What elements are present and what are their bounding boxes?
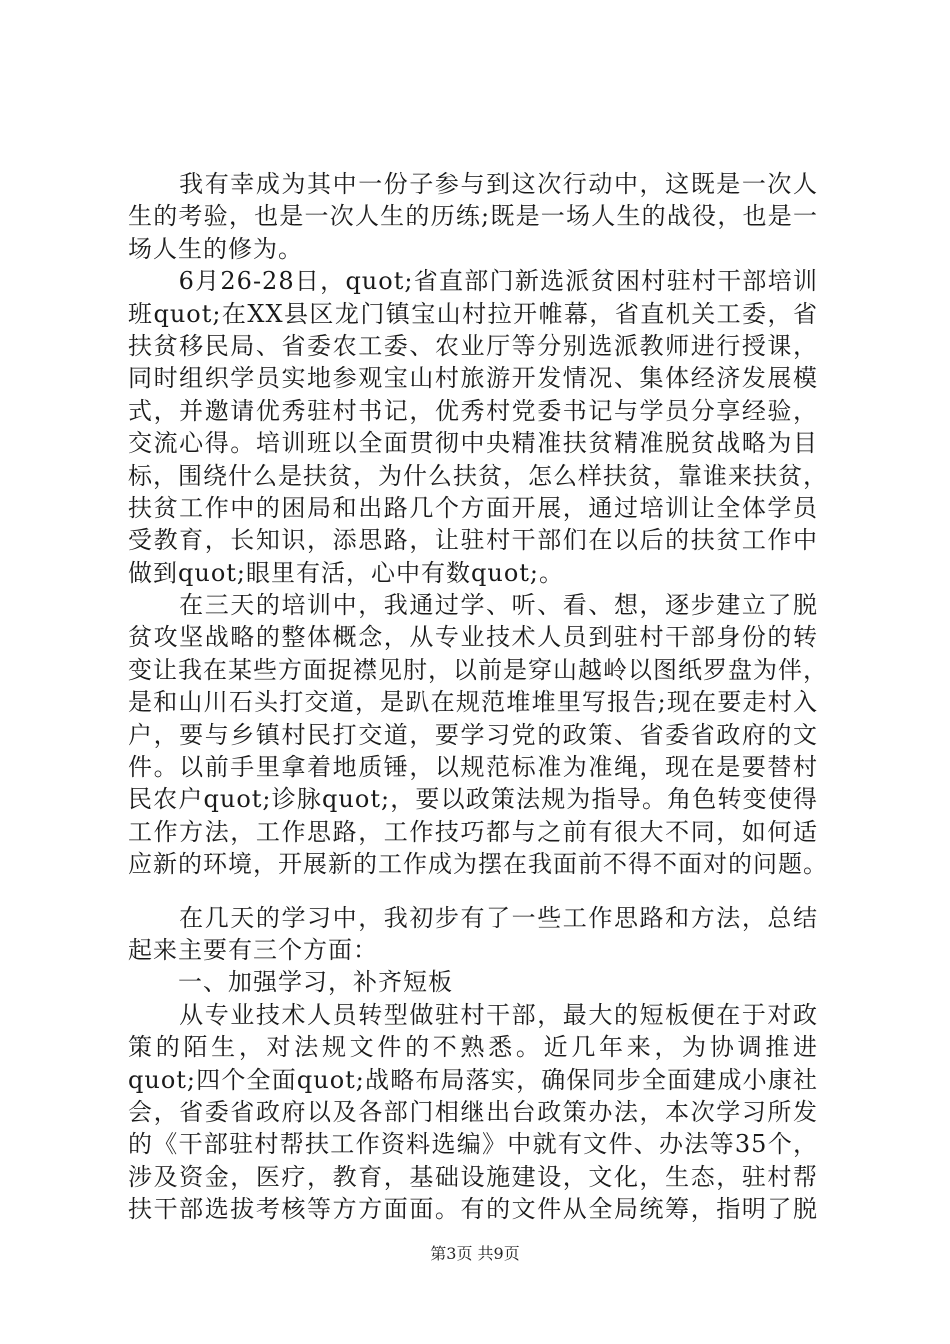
text-line: 6月26-28日，quot;省直部门新选派贫困村驻村干部培训	[128, 267, 818, 296]
text-line: 是和山川石头打交道，是趴在规范堆堆里写报告;现在要走村入	[128, 688, 818, 717]
text-line: 的《干部驻村帮扶工作资料选编》中就有文件、办法等35个，	[128, 1130, 818, 1159]
text-line: 变让我在某些方面捉襟见肘，以前是穿山越岭以图纸罗盘为伴，	[128, 655, 828, 684]
text-line: 应新的环境，开展新的工作成为摆在我面前不得不面对的问题。	[128, 850, 828, 879]
text-line: 扶贫工作中的困局和出路几个方面开展，通过培训让全体学员	[128, 493, 818, 522]
text-line: 民农户quot;诊脉quot;，要以政策法规为指导。角色转变使得	[128, 785, 818, 814]
text-line: 会，省委省政府以及各部门相继出台政策办法，本次学习所发	[128, 1097, 818, 1126]
page-footer: 第3页 共9页	[430, 1244, 520, 1263]
text-line: 起来主要有三个方面：	[128, 935, 378, 964]
text-line: 受教育，长知识，添思路，让驻村干部们在以后的扶贫工作中	[128, 526, 818, 555]
text-line: 交流心得。培训班以全面贯彻中央精准扶贫精准脱贫战略为目	[128, 429, 818, 458]
text-line: 策的陌生，对法规文件的不熟悉。近几年来，为协调推进	[128, 1033, 818, 1062]
text-line: 涉及资金，医疗，教育，基础设施建设，文化，生态，驻村帮	[128, 1162, 818, 1191]
text-line: 扶干部选拔考核等方方面面。有的文件从全局统筹，指明了脱	[128, 1195, 818, 1224]
text-line: 在三天的培训中，我通过学、听、看、想，逐步建立了脱	[128, 591, 818, 620]
text-line: 户，要与乡镇村民打交道，要学习党的政策、省委省政府的文	[128, 720, 818, 749]
text-line: 我有幸成为其中一份子参与到这次行动中，这既是一次人	[128, 170, 818, 198]
text-line: 件。以前手里拿着地质锤，以规范标准为准绳，现在是要替村	[128, 753, 818, 782]
text-line: 场人生的修为。	[128, 234, 303, 263]
document-body	[128, 168, 828, 1226]
text-line: 同时组织学员实地参观宝山村旅游开发情况、集体经济发展模	[128, 364, 818, 393]
text-line: 标，围绕什么是扶贫，为什么扶贫，怎么样扶贫，靠谁来扶贫，	[128, 461, 828, 490]
text-line: 一、加强学习，补齐短板	[128, 968, 453, 997]
text-line: 做到quot;眼里有活，心中有数quot;。	[128, 558, 564, 587]
text-line: 工作方法，工作思路，工作技巧都与之前有很大不同，如何适	[128, 817, 818, 846]
text-line: 贫攻坚战略的整体概念，从专业技术人员到驻村干部身份的转	[128, 623, 818, 652]
text-line: quot;四个全面quot;战略布局落实，确保同步全面建成小康社	[128, 1065, 818, 1094]
text-line: 在几天的学习中，我初步有了一些工作思路和方法，总结	[128, 903, 818, 932]
text-line: 班quot;在XX县区龙门镇宝山村拉开帷幕，省直机关工委，省	[128, 299, 818, 328]
text-line: 扶贫移民局、省委农工委、农业厅等分别选派教师进行授课，	[128, 331, 818, 360]
paragraph-gap	[128, 881, 818, 902]
text-line: 从专业技术人员转型做驻村干部，最大的短板便在于对政	[128, 1000, 818, 1029]
text-line: 式，并邀请优秀驻村书记，优秀村党委书记与学员分享经验，	[128, 396, 818, 425]
text-line: 生的考验，也是一次人生的历练;既是一场人生的战役，也是一	[128, 202, 818, 231]
